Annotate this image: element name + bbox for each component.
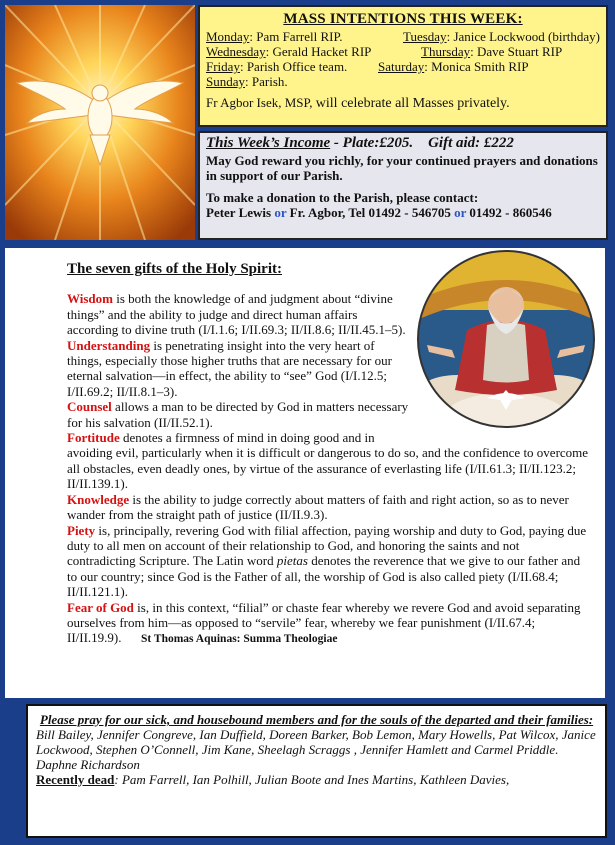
gift-text: is both the knowledge of and judgment about “divine things” and the ability to judge and direct human affairs according to divine truth (I/I.1.6; I/II.69.3; II/II.8.6; II/II.45.1–5).	[67, 291, 406, 338]
mass-intention: Monica Smith RIP	[431, 59, 529, 74]
mass-day: Thursday	[421, 44, 471, 59]
mass-day: Sunday	[206, 74, 245, 89]
mass-intention: Janice Lockwood (birthday)	[453, 29, 600, 44]
recently-dead-names: : Pam Farrell, Ian Polhill, Julian Boote and Ines Martins, Kathleen Davies,	[114, 772, 510, 787]
mass-intention: Gerald Hacket RIP	[272, 44, 372, 59]
gift-text: denotes a firmness of mind in doing good and in avoiding evil, particularly when it is difficult or dangerous to do so, and the confidence to overcome all obstacles, even deadly ones, by virtue of the assurance of everlasting life (I/II.61.3; II/II.123.2; II/II.139.1).	[67, 430, 589, 492]
mass-intention: Parish.	[251, 74, 288, 89]
mass-intentions-panel	[198, 5, 608, 127]
mass-intentions-title: MASS INTENTIONS THIS WEEK:	[283, 11, 523, 27]
recently-dead-label: Recently dead	[36, 772, 115, 787]
gift-name: Wisdom	[67, 291, 113, 307]
gift-item	[67, 492, 591, 523]
recently-dead-line	[36, 772, 597, 787]
mass-intention: Parish Office team.	[246, 59, 348, 74]
god-the-father-stained-glass-image	[417, 250, 595, 428]
income-title: This Week’s Income	[206, 135, 331, 151]
holy-spirit-dove-image	[5, 5, 195, 240]
or-separator: or	[274, 205, 287, 220]
gift-text: is, in this context, “filial” or chaste fear whereby we revere God and avoid separating ourselves from him—as opposed to “servile” fear, whereby we fear punishment (I/II.67.4; II/II.19.9).	[67, 599, 581, 646]
gift-name: Fear of God	[67, 599, 134, 615]
mass-row: Friday: Parish Office team. Saturday: Monica Smith RIP	[206, 59, 529, 74]
mass-celebrant-note	[206, 95, 600, 111]
mass-day: Wednesday	[206, 44, 266, 59]
celebrant-name: Fr Agbor Isek, MSP,	[206, 95, 313, 110]
weekly-income-panel	[198, 131, 608, 240]
donation-contacts	[206, 205, 600, 220]
mass-row: Monday: Pam Farrell RIP. Tuesday: Janice Lockwood (birthday)	[206, 29, 600, 44]
mass-row: Sunday: Parish.	[206, 74, 288, 89]
dove-illustration	[5, 5, 195, 240]
mass-day: Friday	[206, 59, 240, 74]
donation-line: To make a donation to the Parish, please contact:	[206, 190, 479, 205]
celebrant-note-text: will celebrate all Masses privately.	[315, 96, 510, 111]
latin-word: pietas	[276, 553, 308, 569]
contact-2: Fr. Agbor, Tel 01492 - 546705	[289, 205, 451, 220]
gift-text: is the ability to judge correctly about matters of faith and right action, so as to never wander from the straight path of justice (II/II.9.3).	[67, 491, 569, 523]
gift-name: Knowledge	[67, 491, 130, 507]
income-plate: - Plate:£205.	[333, 135, 414, 151]
contact-1: Peter Lewis	[206, 205, 272, 220]
seven-gifts-panel	[5, 248, 605, 698]
or-separator: or	[454, 205, 467, 220]
mass-intention: Pam Farrell RIP.	[256, 29, 343, 44]
prayer-list-panel	[26, 704, 607, 838]
prayer-heading: Please pray for our sick, and housebound members and for the souls of the departed and their families:	[39, 712, 594, 727]
gift-item	[67, 600, 591, 648]
source-attribution: St Thomas Aquinas: Summa Theologiae	[141, 633, 338, 646]
income-title-line	[206, 136, 600, 151]
gift-name: Understanding	[67, 337, 151, 353]
gift-text: is, principally, revering God with filial affection, paying worship and duty to God, paying due duty to all men on account of their relationship to God, and honoring the saints and not contradicting Scripture. The Latin word	[67, 522, 587, 569]
income-gift-aid: Gift aid: £222	[428, 135, 514, 151]
gift-text: is penetrating insight into the very heart of things, especially those higher truths that are necessary for our eternal salvation—in effect, the ability to “see” God (I/I.12.5; I/II.69.2; II/II.8.1–3).	[67, 337, 392, 399]
gift-text: allows a man to be directed by God in matters necessary for his salvation (II/II.52.1).	[67, 399, 409, 430]
mass-day: Tuesday	[402, 29, 447, 44]
mass-intention: Dave Stuart RIP	[476, 44, 563, 59]
mass-row: Wednesday: Gerald Hacket RIP Thursday: Dave Stuart RIP	[206, 44, 563, 59]
mass-day: Monday	[206, 29, 250, 44]
contact-3: 01492 - 860546	[469, 205, 552, 220]
mass-day: Saturday	[378, 59, 425, 74]
sick-names-list: Bill Bailey, Jennifer Congreve, Ian Duffield, Doreen Barker, Bob Lemon, Mary Howells, Pat Wilcox, Janice Lockwood, Stephen O’Connell, Jim Kane, Sheelagh Scraggs , Jennifer Hamlett and Carmel Priddle. Daphne Richardson	[36, 727, 596, 772]
gift-item	[67, 430, 591, 492]
gift-name: Fortitude	[67, 430, 120, 446]
gift-name: Piety	[67, 522, 96, 538]
gift-text-continued: denotes the reverence that we give to our father and to our country; since God is the Father of all, the worship of God is also called piety (I/II.68.4; II/II.121.1).	[67, 553, 581, 600]
gift-name: Counsel	[67, 399, 112, 415]
income-thanks: May God reward you richly, for your continued prayers and donations in support of our Parish.	[206, 153, 598, 183]
gifts-title: The seven gifts of the Holy Spirit:	[67, 261, 282, 277]
gift-item	[67, 523, 591, 600]
